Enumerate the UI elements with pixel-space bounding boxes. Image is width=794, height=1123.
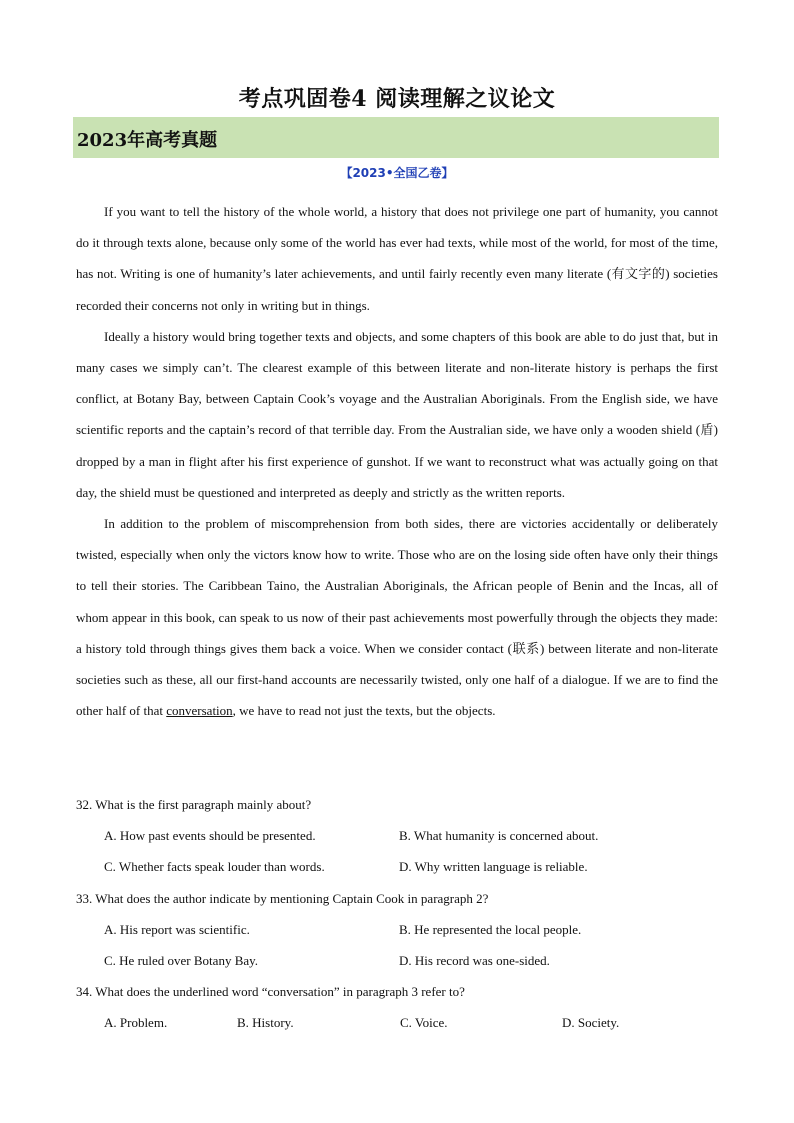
question-33-option-b: B. He represented the local people. [399,921,582,937]
section-heading: 2023年高考真题 [77,130,218,151]
question-33-option-c: C. He ruled over Botany Bay. [104,952,259,968]
section-banner [73,117,719,158]
question-33-options-row-2 [76,945,718,976]
question-33-options-row-1 [76,914,718,945]
question-33-option-d: D. His record was one-sided. [399,952,550,968]
question-32-option-b: B. What humanity is concerned about. [399,828,599,844]
paragraph-3-text-after: , we have to read not just the texts, but the objects. [232,703,496,719]
paragraph-3-text-before: In addition to the problem of miscomprehension from both sides, there are victories accidentally or deliberately twisted, especially when only the victors know how to write. Those who are on the losing side often have only their things to tell their stories. The Caribbean Taino, the Australian Aboriginals, the African people of Benin and the Incas, all of whom appear in this book, can speak to us now of their past achievements most powerfully through the objects they made: a history told through things gives them back a voice. When we consider contact (联系) between literate and non-literate societies such as these, all our first-hand accounts are necessarily twisted, only one half of a dialogue. If we are to find the other half of that [76,516,718,719]
underlined-word: conversation [166,703,233,719]
document-title: 考点巩固卷4 阅读理解之议论文 [238,86,556,112]
question-34-option-a: A. Problem. [104,1015,168,1031]
question-32-stem: 32. What is the first paragraph mainly about? [76,797,312,812]
question-list [76,789,718,1039]
question-34-options-row [76,1007,718,1038]
question-34-option-c: C. Voice. [400,1015,448,1031]
reading-passage [76,196,718,726]
paragraph-3 [76,508,718,726]
paragraph-2: Ideally a history would bring together texts and objects, and some chapters of this book are able to do just that, but in many cases we simply can’t. The clearest example of this between literate and non-literate history is perhaps the first conflict, at Botany Bay, between Captain Cook’s voyage and the Australian Aboriginals. From the English side, we have scientific reports and the captain’s record of that terrible day. From the Australian side, we have only a wooden shield (盾) dropped by a man in flight after his first experience of gunshot. If we want to reconstruct what was actually going on that day, the shield must be questioned and interpreted as deeply and strictly as the written reports. [76,328,718,500]
question-34-stem: 34. What does the underlined word “conversation” in paragraph 3 refer to? [76,984,465,1000]
paragraph-1: If you want to tell the history of the whole world, a history that does not privilege one part of humanity, you cannot do it through texts alone, because only some of the world has ever had texts, while most of the world, for most of the time, has not. Writing is one of humanity’s later achievements, and until fairly recently even many literate (有文字的) societies recorded their concerns not only in writing but in things. [76,204,718,313]
question-34-option-d: D. Society. [562,1015,620,1031]
question-32-options-row-2 [76,851,718,882]
question-32-options-row-1 [76,820,718,851]
exam-source-label: 【2023•全国乙卷】 [340,166,454,180]
question-34-option-b: B. History. [237,1015,294,1031]
question-32-option-c: C. Whether facts speak louder than words. [104,859,325,875]
question-33-option-a: A. His report was scientific. [104,921,250,937]
question-32-option-d: D. Why written language is reliable. [399,859,588,875]
question-33-stem: 33. What does the author indicate by mentioning Captain Cook in paragraph 2? [76,890,489,906]
question-32-option-a: A. How past events should be presented. [104,828,316,844]
